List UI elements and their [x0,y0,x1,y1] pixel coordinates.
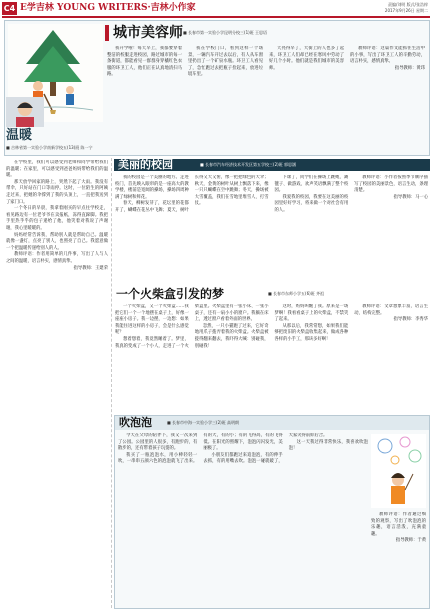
paragraph: 妈妈经常告诉我，帮助别人就是帮助自己。温暖就像一盏灯，点亮了别人，也照亮了自己。我愿意做一个把温暖传递给别人的人。 [6,232,108,251]
paragraph: 天亮得早了，大街上的人也多了起来，环卫工人们却已经在寒风中劳动了好几个小时。他们就是我们城市的美容师。 [269,46,344,71]
paragraph: 小朋友们都跑过来追泡泡，有的伸手去抓，有的用嘴去吹。泡泡一碰就破了，大家笑得前仰后合。 [203,433,328,465]
byline: ■ 长春市中海一实验小学三(2)班 高明朗 [167,420,239,425]
teacher-signature: 指导教师：李秀华 [393,317,428,323]
paragraph: 今天在父母的陪伴下，我又一次来到了公园。公园里的人很多，有跑步的，有散步的，还有带着孩子玩耍的。 [118,433,198,452]
headline: 吹泡泡 [119,416,152,429]
editor-line: 责编/刘明 版式/张浩梓 [388,2,428,7]
article-bubbles [114,415,430,609]
headline: 城市美容师 [113,25,183,41]
teacher-comment: 教师评语：这篇作文能抓住生活中的小事，写出了环卫工人的辛勤劳动，语言朴实，感情真挚。 [350,46,425,65]
child-portrait-photo [6,97,44,127]
byline: ■ 吉林省第一实验小学南新学校五(13)班 陈一宁 [6,145,93,150]
paragraph: 我在学校门口，看到这样一个场景，一辆汽车开过去以后，有人从车窗里扔出了一个矿泉水瓶。环卫工人看见了，急忙跑过去把瓶子捡起来，放进垃圾车里。 [188,46,263,78]
page-header [2,2,430,15]
date-line: 2017年9月26日 星期二 [384,8,428,13]
paragraph: 在学校里，我们可以感受到老师和同学带给我们的温暖；在家里，可以感受到爸爸妈妈带给我们的温暖。 [6,160,108,179]
header-meta [385,2,428,14]
bubbles-illustration [371,434,426,508]
paragraph: 我开学啦！每天早上，我都要穿着整洁的校服走进校园，路过城市的每一条街道，都能看见一群群身穿橘红色衣服的环卫工人，他们正在认真地清扫马路。 [107,46,182,78]
column-divider [111,158,112,608]
article-text [6,160,108,607]
paragraph: 想着想着，我竟然睡着了。梦里，我真的变成了一个小人，走进了一个火柴盒里。火柴盒里有一张小床、一张小桌子，还有一扇小小的窗户。我躺在床上，透过窗户看着外面的世界。 [115,304,269,349]
headline: 温暖 [6,128,33,143]
byline: ■ 长春市东师小学五(6)班 齐祖 [268,291,324,296]
byline: ■ 长春市汽车经济技术开发区第五学校三(2)班 郭思涵 [200,162,296,167]
teacher-comment: 教师评语：作者通过细致的观察，写出了吹泡泡的乐趣，语言活泼，充满童趣。 [371,512,426,537]
teacher-signature: 指导教师：于黄 [395,538,426,544]
paragraph: 忽然，一只小猫跑了过来，它好奇地用爪子拨弄着我的火柴盒。火柴盒被拨得翻来翻去，我吓得大喊：别碰我，别碰我！ [194,323,269,349]
byline: ■ 长春市第一实验小学昆明分校三(1)班 王思语 [183,30,267,35]
headline: 一个火柴盒引发的梦 [116,287,225,301]
teacher-comment: 教师评语：文章想象丰富，语言生动，结构完整。 [354,304,428,316]
article-text [118,433,368,605]
headline: 美丽的校园 [118,158,173,171]
teacher-comment: 教师评语：小作者按照季节顺序描写了校园的美丽景色，语言生动，条理清楚。 [354,175,428,194]
paragraph: 一个火柴盒，又一个火柴盒……我把它们一个一个地摆在桌子上，好像一座座小房子。我一边摆，一边想：如果我能住进这样的小房子，会是什么感觉呢？ [115,304,189,336]
article-text [115,304,428,412]
article-text [107,46,425,152]
headline-bar [105,25,109,41]
paragraph: 那天放学回家的路上，突然下起了大雨。我没有带伞，只好站在门口等雨停。这时，一位陌生的阿姨走过来，把她的伞撑到了我的头顶上，一直把我送到了家门口。 [6,179,108,205]
paragraph: 从那以后，我常常想，如果我们能够把废旧的火柴盒收集起来，做成各种各样的小手工，那该多好啊！ [274,323,349,342]
article-city-cleaner [4,20,430,156]
teacher-signature: 指导教师：黄玮 [394,65,425,71]
article-text [371,512,426,605]
teacher-signature: 指导教师：马一心 [393,194,428,200]
page-code: C4 [3,4,16,13]
paragraph: 这时，妈妈叫醒了我。原来是一场梦啊！我看看桌子上的火柴盒，不禁笑了起来。 [274,304,349,323]
paragraph: 这一天我过得非常快乐，我喜欢吹泡泡！ [288,439,368,452]
header-rule [2,16,430,18]
section-title: E学吉林 YOUNG WRITERS·吉林小作家 [20,3,196,13]
paragraph: 我买了一瓶泡泡水，用小棒轻轻一吹，一串串五颜六色的泡泡就飞了出来。有的大，有的小；有的飞得高，有的飞得低。在阳光的照耀下，泡泡闪闪发光，美丽极了。 [118,433,283,465]
paragraph: 春天，柳树发芽了，花坛里的花都开了，蝴蝶在花丛中飞舞；夏天，树叶长得又大又密，像一把把绿色的大伞；秋天，金黄的树叶从树上飘落下来，像一只只蝴蝶在空中跳舞；冬天，操场被大雪覆盖，我们在雪地里堆雪人、打雪仗。 [115,175,269,213]
paragraph: 我的校园是一个美丽的地方。走进校门，首先映入眼帘的是一座高大的教学楼，楼前是宽阔的操场，操场四周种满了绿树和鲜花。 [115,175,189,200]
teacher-comment: 教师评语：作者用简单的几件事，写出了人与人之间的温暖，语言朴实，感情真挚。 [6,252,108,264]
article-text [115,175,428,283]
headline-bar [115,416,429,430]
paragraph: 下课了，同学们在操场上跳绳、踢毽子、做游戏，欢声笑语飘满了整个校园。 [274,175,349,194]
paragraph: 一个冬日的早晨，我拿着刚买的早点往学校走，看见路边有一位老爷爷在卖报纸，冻得直跺脚。我把手里热乎乎的包子递给了他，他笑着对我说了声谢谢，我心里暖暖的。 [6,206,108,231]
teacher-signature: 指导教师：王建荣 [73,265,108,271]
paragraph: 我爱我的校园，我要在这美丽的校园里好好学习，将来做一个对社会有用的人。 [274,194,349,213]
